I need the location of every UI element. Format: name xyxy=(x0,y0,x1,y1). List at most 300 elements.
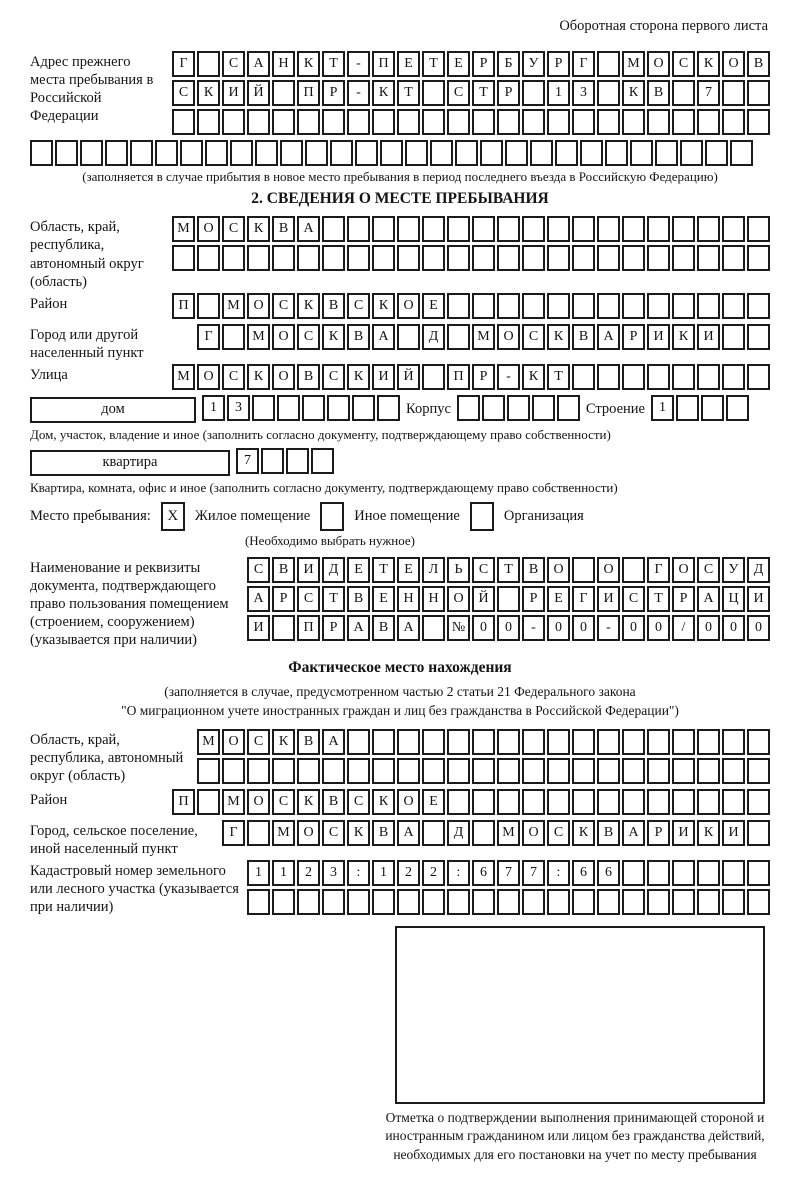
char-cell[interactable]: Е xyxy=(547,586,570,612)
char-cell[interactable]: № xyxy=(447,615,470,641)
char-cell[interactable] xyxy=(557,395,580,421)
char-cell[interactable] xyxy=(605,140,628,166)
char-cell[interactable] xyxy=(280,140,303,166)
char-cell[interactable]: И xyxy=(247,615,270,641)
char-cell[interactable] xyxy=(347,109,370,135)
char-cell[interactable] xyxy=(447,889,470,915)
char-cell[interactable] xyxy=(272,615,295,641)
char-cell[interactable] xyxy=(672,109,695,135)
char-cell[interactable] xyxy=(722,729,745,755)
char-cell[interactable] xyxy=(272,80,295,106)
char-cell[interactable] xyxy=(547,216,570,242)
char-cell[interactable]: А xyxy=(397,615,420,641)
char-cell[interactable] xyxy=(347,889,370,915)
char-cell[interactable] xyxy=(597,245,620,271)
char-cell[interactable]: Р xyxy=(322,80,345,106)
char-cell[interactable]: К xyxy=(347,364,370,390)
char-cell[interactable]: Д xyxy=(447,820,470,846)
char-cell[interactable]: О xyxy=(247,789,270,815)
char-cell[interactable]: О xyxy=(222,729,245,755)
char-cell[interactable] xyxy=(422,615,445,641)
char-cell[interactable] xyxy=(522,789,545,815)
char-cell[interactable]: Е xyxy=(422,789,445,815)
char-cell[interactable]: С xyxy=(297,586,320,612)
char-cell[interactable] xyxy=(597,758,620,784)
prev-address-row-3[interactable] xyxy=(172,109,770,135)
char-cell[interactable] xyxy=(622,216,645,242)
char-cell[interactable] xyxy=(722,789,745,815)
char-cell[interactable]: К xyxy=(522,364,545,390)
document-row-1[interactable] xyxy=(247,557,770,583)
char-cell[interactable]: С xyxy=(222,216,245,242)
char-cell[interactable]: В xyxy=(297,364,320,390)
char-cell[interactable]: 0 xyxy=(647,615,670,641)
char-cell[interactable]: Т xyxy=(647,586,670,612)
char-cell[interactable] xyxy=(272,245,295,271)
char-cell[interactable]: С xyxy=(547,820,570,846)
char-cell[interactable]: К xyxy=(297,51,320,77)
char-cell[interactable] xyxy=(722,758,745,784)
char-cell[interactable] xyxy=(597,109,620,135)
char-cell[interactable] xyxy=(722,860,745,886)
prev-address-row-4[interactable] xyxy=(30,140,770,166)
char-cell[interactable] xyxy=(572,758,595,784)
char-cell[interactable] xyxy=(472,109,495,135)
char-cell[interactable] xyxy=(622,364,645,390)
char-cell[interactable]: В xyxy=(322,789,345,815)
char-cell[interactable] xyxy=(547,245,570,271)
char-cell[interactable] xyxy=(472,820,495,846)
char-cell[interactable] xyxy=(647,109,670,135)
char-cell[interactable] xyxy=(470,502,494,531)
char-cell[interactable] xyxy=(747,324,770,350)
char-cell[interactable]: А xyxy=(322,729,345,755)
char-cell[interactable]: О xyxy=(522,820,545,846)
char-cell[interactable] xyxy=(730,140,753,166)
char-cell[interactable] xyxy=(472,889,495,915)
char-cell[interactable]: Р xyxy=(672,586,695,612)
char-cell[interactable] xyxy=(430,140,453,166)
char-cell[interactable]: М xyxy=(472,324,495,350)
char-cell[interactable] xyxy=(422,364,445,390)
char-cell[interactable]: Т xyxy=(322,51,345,77)
char-cell[interactable]: А xyxy=(622,820,645,846)
char-cell[interactable] xyxy=(247,245,270,271)
region-row-1[interactable] xyxy=(172,216,770,242)
char-cell[interactable] xyxy=(247,758,270,784)
char-cell[interactable] xyxy=(222,758,245,784)
char-cell[interactable] xyxy=(397,109,420,135)
stroenie-cells[interactable] xyxy=(651,395,749,421)
char-cell[interactable]: К xyxy=(697,51,720,77)
char-cell[interactable] xyxy=(397,729,420,755)
char-cell[interactable] xyxy=(647,729,670,755)
char-cell[interactable]: 1 xyxy=(547,80,570,106)
char-cell[interactable] xyxy=(197,109,220,135)
char-cell[interactable]: К xyxy=(197,80,220,106)
char-cell[interactable] xyxy=(522,216,545,242)
char-cell[interactable] xyxy=(680,140,703,166)
char-cell[interactable] xyxy=(197,293,220,319)
char-cell[interactable] xyxy=(497,109,520,135)
char-cell[interactable] xyxy=(622,293,645,319)
char-cell[interactable] xyxy=(30,140,53,166)
char-cell[interactable]: С xyxy=(222,364,245,390)
char-cell[interactable]: В xyxy=(272,216,295,242)
char-cell[interactable]: Т xyxy=(322,586,345,612)
char-cell[interactable] xyxy=(522,758,545,784)
prev-address-row-1[interactable] xyxy=(172,51,770,77)
char-cell[interactable] xyxy=(322,109,345,135)
char-cell[interactable] xyxy=(647,860,670,886)
char-cell[interactable] xyxy=(597,80,620,106)
char-cell[interactable]: 3 xyxy=(572,80,595,106)
char-cell[interactable]: Г xyxy=(647,557,670,583)
char-cell[interactable] xyxy=(701,395,724,421)
char-cell[interactable]: 1 xyxy=(272,860,295,886)
char-cell[interactable] xyxy=(277,395,300,421)
char-cell[interactable]: 0 xyxy=(472,615,495,641)
char-cell[interactable] xyxy=(222,324,245,350)
char-cell[interactable]: 3 xyxy=(227,395,250,421)
char-cell[interactable]: - xyxy=(522,615,545,641)
char-cell[interactable] xyxy=(572,293,595,319)
char-cell[interactable] xyxy=(330,140,353,166)
char-cell[interactable] xyxy=(197,245,220,271)
char-cell[interactable] xyxy=(697,364,720,390)
char-cell[interactable] xyxy=(322,216,345,242)
char-cell[interactable]: - xyxy=(497,364,520,390)
char-cell[interactable] xyxy=(422,109,445,135)
char-cell[interactable]: О xyxy=(197,364,220,390)
char-cell[interactable]: В xyxy=(747,51,770,77)
char-cell[interactable] xyxy=(747,245,770,271)
char-cell[interactable] xyxy=(405,140,428,166)
char-cell[interactable] xyxy=(597,51,620,77)
char-cell[interactable] xyxy=(247,109,270,135)
char-cell[interactable] xyxy=(247,820,270,846)
char-cell[interactable]: Ь xyxy=(447,557,470,583)
actual-region-row-1[interactable] xyxy=(197,729,770,755)
char-cell[interactable] xyxy=(447,789,470,815)
char-cell[interactable] xyxy=(522,109,545,135)
char-cell[interactable] xyxy=(697,216,720,242)
char-cell[interactable] xyxy=(572,789,595,815)
char-cell[interactable]: Т xyxy=(422,51,445,77)
document-row-2[interactable] xyxy=(247,586,770,612)
char-cell[interactable] xyxy=(447,758,470,784)
char-cell[interactable]: Г xyxy=(572,51,595,77)
region-row-2[interactable] xyxy=(172,245,770,271)
char-cell[interactable]: П xyxy=(372,51,395,77)
char-cell[interactable] xyxy=(447,324,470,350)
char-cell[interactable]: 2 xyxy=(297,860,320,886)
char-cell[interactable]: К xyxy=(572,820,595,846)
char-cell[interactable] xyxy=(497,216,520,242)
char-cell[interactable] xyxy=(547,293,570,319)
char-cell[interactable] xyxy=(722,109,745,135)
char-cell[interactable] xyxy=(722,80,745,106)
char-cell[interactable]: Й xyxy=(397,364,420,390)
char-cell[interactable]: : xyxy=(347,860,370,886)
char-cell[interactable] xyxy=(230,140,253,166)
char-cell[interactable]: С xyxy=(172,80,195,106)
char-cell[interactable] xyxy=(747,109,770,135)
char-cell[interactable]: - xyxy=(347,80,370,106)
char-cell[interactable]: С xyxy=(622,586,645,612)
char-cell[interactable] xyxy=(697,889,720,915)
street-row[interactable] xyxy=(172,364,770,390)
char-cell[interactable]: О xyxy=(497,324,520,350)
char-cell[interactable] xyxy=(622,889,645,915)
char-cell[interactable] xyxy=(272,109,295,135)
char-cell[interactable] xyxy=(530,140,553,166)
char-cell[interactable] xyxy=(347,729,370,755)
char-cell[interactable] xyxy=(547,109,570,135)
char-cell[interactable] xyxy=(672,80,695,106)
char-cell[interactable]: О xyxy=(247,293,270,319)
char-cell[interactable] xyxy=(297,109,320,135)
char-cell[interactable] xyxy=(397,324,420,350)
char-cell[interactable]: Й xyxy=(247,80,270,106)
char-cell[interactable]: И xyxy=(697,324,720,350)
char-cell[interactable] xyxy=(622,729,645,755)
char-cell[interactable] xyxy=(622,758,645,784)
korpus-cells[interactable] xyxy=(457,395,580,421)
char-cell[interactable] xyxy=(322,889,345,915)
char-cell[interactable]: 0 xyxy=(722,615,745,641)
char-cell[interactable] xyxy=(222,109,245,135)
char-cell[interactable] xyxy=(422,216,445,242)
char-cell[interactable]: С xyxy=(347,789,370,815)
char-cell[interactable] xyxy=(397,245,420,271)
char-cell[interactable]: 0 xyxy=(497,615,520,641)
char-cell[interactable]: К xyxy=(697,820,720,846)
char-cell[interactable] xyxy=(522,889,545,915)
char-cell[interactable]: О xyxy=(722,51,745,77)
char-cell[interactable] xyxy=(327,395,350,421)
char-cell[interactable] xyxy=(297,245,320,271)
char-cell[interactable]: К xyxy=(372,293,395,319)
char-cell[interactable]: О xyxy=(272,364,295,390)
char-cell[interactable]: 1 xyxy=(372,860,395,886)
char-cell[interactable]: Е xyxy=(372,586,395,612)
char-cell[interactable] xyxy=(547,889,570,915)
char-cell[interactable]: Т xyxy=(497,557,520,583)
char-cell[interactable]: Т xyxy=(397,80,420,106)
char-cell[interactable] xyxy=(172,109,195,135)
char-cell[interactable] xyxy=(222,245,245,271)
stay-organization-checkbox[interactable] xyxy=(470,502,494,531)
char-cell[interactable]: М xyxy=(172,216,195,242)
char-cell[interactable] xyxy=(297,758,320,784)
char-cell[interactable] xyxy=(447,245,470,271)
char-cell[interactable] xyxy=(297,889,320,915)
char-cell[interactable]: К xyxy=(347,820,370,846)
char-cell[interactable] xyxy=(447,109,470,135)
char-cell[interactable] xyxy=(347,216,370,242)
char-cell[interactable] xyxy=(447,729,470,755)
char-cell[interactable] xyxy=(532,395,555,421)
char-cell[interactable] xyxy=(422,80,445,106)
char-cell[interactable] xyxy=(377,395,400,421)
char-cell[interactable] xyxy=(580,140,603,166)
char-cell[interactable]: П xyxy=(447,364,470,390)
char-cell[interactable] xyxy=(372,729,395,755)
char-cell[interactable]: С xyxy=(322,820,345,846)
char-cell[interactable]: И xyxy=(722,820,745,846)
char-cell[interactable]: 7 xyxy=(522,860,545,886)
char-cell[interactable] xyxy=(672,789,695,815)
char-cell[interactable] xyxy=(497,293,520,319)
char-cell[interactable] xyxy=(497,245,520,271)
char-cell[interactable] xyxy=(672,293,695,319)
document-row-3[interactable] xyxy=(247,615,770,641)
char-cell[interactable]: Н xyxy=(422,586,445,612)
char-cell[interactable]: 6 xyxy=(472,860,495,886)
char-cell[interactable]: 1 xyxy=(202,395,225,421)
char-cell[interactable]: И xyxy=(597,586,620,612)
char-cell[interactable]: С xyxy=(447,80,470,106)
char-cell[interactable]: М xyxy=(172,364,195,390)
char-cell[interactable] xyxy=(597,216,620,242)
char-cell[interactable] xyxy=(697,245,720,271)
char-cell[interactable] xyxy=(647,216,670,242)
char-cell[interactable]: Р xyxy=(547,51,570,77)
char-cell[interactable] xyxy=(197,789,220,815)
char-cell[interactable]: А xyxy=(347,615,370,641)
char-cell[interactable]: Т xyxy=(372,557,395,583)
char-cell[interactable]: 6 xyxy=(597,860,620,886)
char-cell[interactable] xyxy=(726,395,749,421)
char-cell[interactable] xyxy=(355,140,378,166)
char-cell[interactable]: С xyxy=(472,557,495,583)
char-cell[interactable] xyxy=(747,789,770,815)
char-cell[interactable] xyxy=(572,245,595,271)
char-cell[interactable] xyxy=(286,448,309,474)
char-cell[interactable]: Н xyxy=(272,51,295,77)
char-cell[interactable] xyxy=(261,448,284,474)
char-cell[interactable]: 7 xyxy=(697,80,720,106)
char-cell[interactable]: С xyxy=(222,51,245,77)
char-cell[interactable] xyxy=(372,109,395,135)
char-cell[interactable]: Р xyxy=(647,820,670,846)
char-cell[interactable]: М xyxy=(197,729,220,755)
char-cell[interactable]: М xyxy=(622,51,645,77)
char-cell[interactable]: В xyxy=(372,615,395,641)
char-cell[interactable] xyxy=(372,245,395,271)
char-cell[interactable]: Р xyxy=(522,586,545,612)
char-cell[interactable] xyxy=(747,80,770,106)
char-cell[interactable] xyxy=(647,789,670,815)
char-cell[interactable] xyxy=(647,758,670,784)
char-cell[interactable]: О xyxy=(397,789,420,815)
char-cell[interactable] xyxy=(747,216,770,242)
char-cell[interactable]: К xyxy=(272,729,295,755)
stay-residential-checkbox[interactable] xyxy=(161,502,185,531)
char-cell[interactable]: 0 xyxy=(572,615,595,641)
cadastral-row-1[interactable] xyxy=(247,860,770,886)
stay-other-checkbox[interactable] xyxy=(320,502,344,531)
char-cell[interactable]: Т xyxy=(472,80,495,106)
char-cell[interactable] xyxy=(522,729,545,755)
char-cell[interactable] xyxy=(622,557,645,583)
char-cell[interactable]: С xyxy=(297,324,320,350)
char-cell[interactable] xyxy=(647,889,670,915)
char-cell[interactable] xyxy=(497,758,520,784)
char-cell[interactable] xyxy=(597,364,620,390)
char-cell[interactable] xyxy=(397,889,420,915)
char-cell[interactable]: Р xyxy=(472,364,495,390)
char-cell[interactable]: К xyxy=(372,789,395,815)
char-cell[interactable] xyxy=(272,758,295,784)
char-cell[interactable]: И xyxy=(297,557,320,583)
char-cell[interactable] xyxy=(472,216,495,242)
char-cell[interactable]: У xyxy=(522,51,545,77)
char-cell[interactable]: 7 xyxy=(497,860,520,886)
char-cell[interactable]: Е xyxy=(347,557,370,583)
char-cell[interactable] xyxy=(555,140,578,166)
char-cell[interactable]: : xyxy=(547,860,570,886)
char-cell[interactable]: К xyxy=(547,324,570,350)
char-cell[interactable]: Р xyxy=(472,51,495,77)
char-cell[interactable] xyxy=(347,245,370,271)
char-cell[interactable] xyxy=(697,293,720,319)
char-cell[interactable]: 0 xyxy=(697,615,720,641)
char-cell[interactable] xyxy=(457,395,480,421)
char-cell[interactable] xyxy=(747,364,770,390)
char-cell[interactable]: П xyxy=(172,789,195,815)
char-cell[interactable]: Й xyxy=(472,586,495,612)
char-cell[interactable]: О xyxy=(197,216,220,242)
char-cell[interactable]: О xyxy=(597,557,620,583)
char-cell[interactable]: С xyxy=(272,789,295,815)
char-cell[interactable] xyxy=(497,586,520,612)
char-cell[interactable] xyxy=(247,889,270,915)
char-cell[interactable] xyxy=(311,448,334,474)
char-cell[interactable] xyxy=(302,395,325,421)
char-cell[interactable] xyxy=(747,860,770,886)
char-cell[interactable]: В xyxy=(322,293,345,319)
char-cell[interactable]: С xyxy=(672,51,695,77)
char-cell[interactable] xyxy=(697,758,720,784)
char-cell[interactable] xyxy=(747,729,770,755)
char-cell[interactable] xyxy=(672,729,695,755)
char-cell[interactable]: Ц xyxy=(722,586,745,612)
char-cell[interactable] xyxy=(672,758,695,784)
char-cell[interactable] xyxy=(722,324,745,350)
char-cell[interactable] xyxy=(55,140,78,166)
char-cell[interactable]: Г xyxy=(572,586,595,612)
char-cell[interactable]: В xyxy=(372,820,395,846)
char-cell[interactable] xyxy=(422,758,445,784)
char-cell[interactable] xyxy=(676,395,699,421)
char-cell[interactable]: Б xyxy=(497,51,520,77)
char-cell[interactable] xyxy=(747,889,770,915)
char-cell[interactable] xyxy=(572,109,595,135)
char-cell[interactable] xyxy=(572,557,595,583)
char-cell[interactable]: 0 xyxy=(622,615,645,641)
char-cell[interactable] xyxy=(622,789,645,815)
char-cell[interactable] xyxy=(647,245,670,271)
char-cell[interactable]: - xyxy=(347,51,370,77)
char-cell[interactable]: О xyxy=(647,51,670,77)
char-cell[interactable]: С xyxy=(322,364,345,390)
apartment-number-cells[interactable] xyxy=(236,448,334,474)
house-number-cells[interactable] xyxy=(202,395,400,421)
char-cell[interactable] xyxy=(197,51,220,77)
char-cell[interactable]: Е xyxy=(397,51,420,77)
